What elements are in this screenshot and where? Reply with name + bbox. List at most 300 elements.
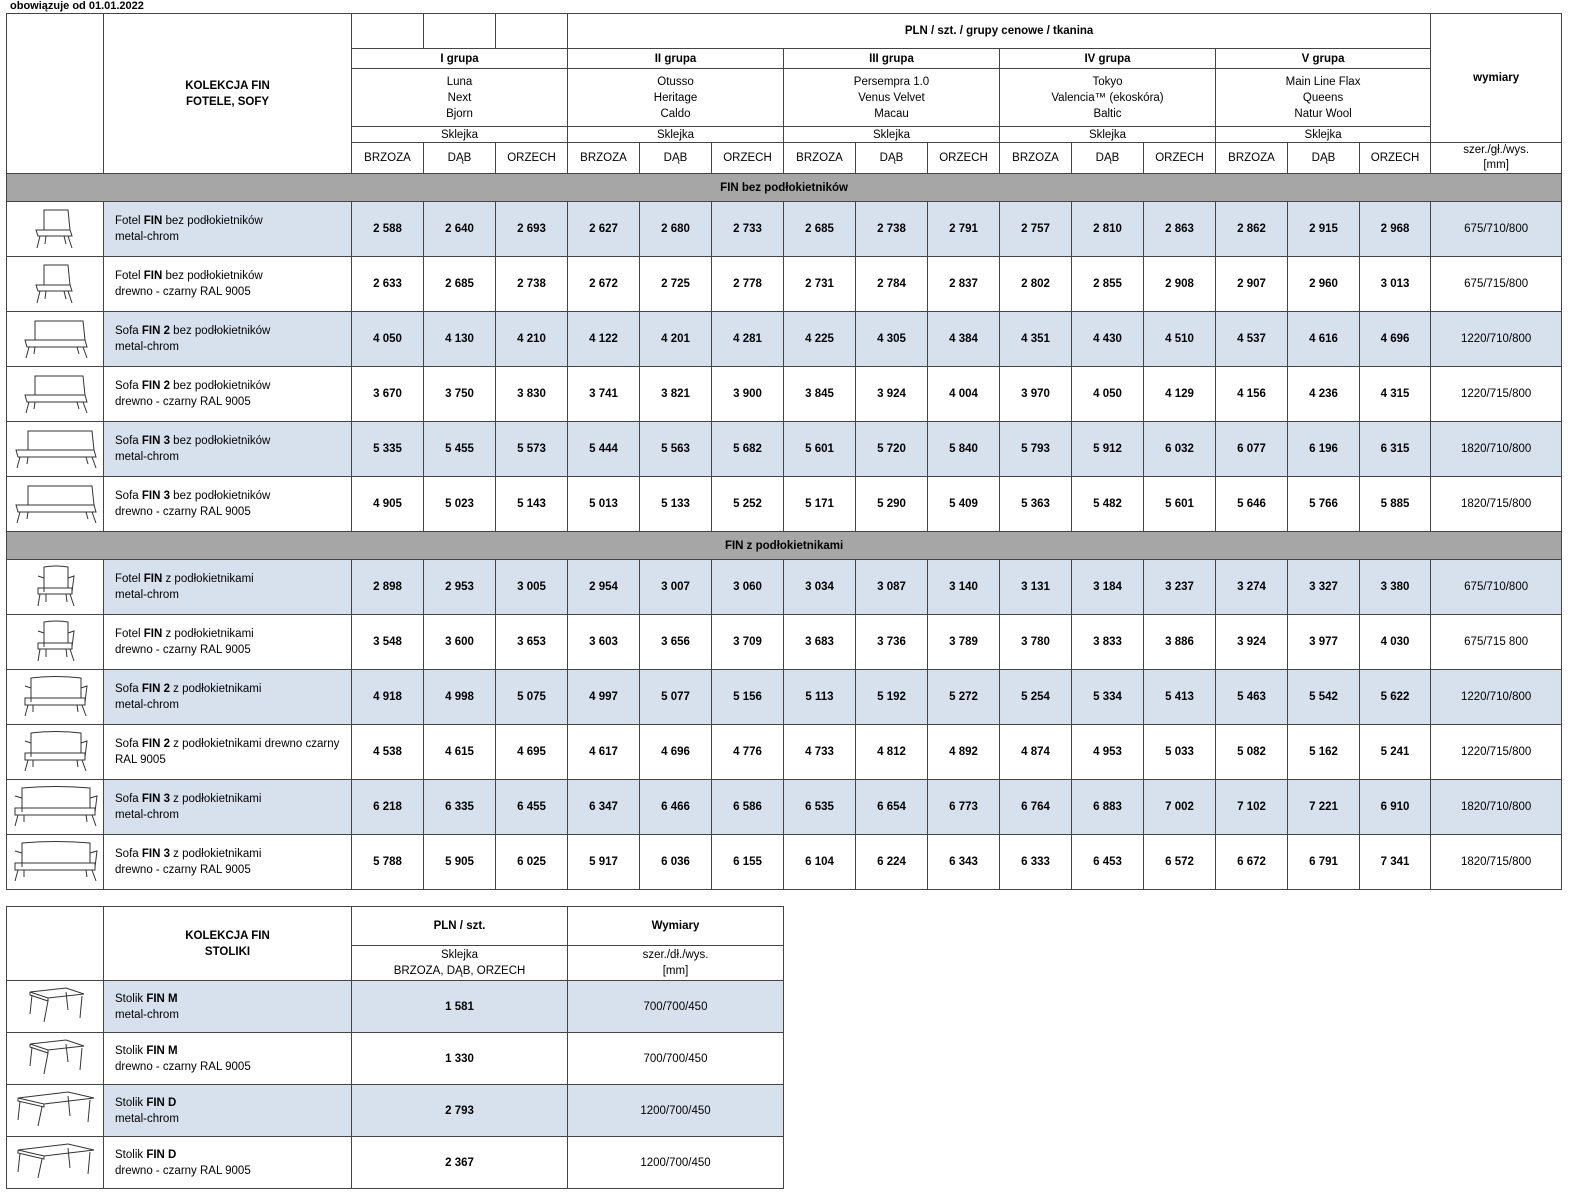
price-cell: 6 453 bbox=[1072, 835, 1144, 890]
price-cell: 2 640 bbox=[424, 202, 496, 257]
product-image bbox=[7, 835, 104, 890]
price-cell: 3 750 bbox=[424, 367, 496, 422]
price-cell: 2 907 bbox=[1216, 257, 1288, 312]
price-cell: 6 764 bbox=[1000, 780, 1072, 835]
price-cell: 6 025 bbox=[496, 835, 568, 890]
dims-unit: szer./dł./wys. [mm] bbox=[568, 946, 784, 981]
price-cell: 6 155 bbox=[712, 835, 784, 890]
price-cell: 2 731 bbox=[784, 257, 856, 312]
price-cell: 4 050 bbox=[1072, 367, 1144, 422]
price-cell: 5 334 bbox=[1072, 670, 1144, 725]
price-table-coffee-tables bbox=[6, 906, 784, 1189]
wood-label: BRZOZA bbox=[784, 143, 856, 174]
dimensions-cell: 1820/715/800 bbox=[1431, 835, 1562, 890]
dimensions-cell: 675/710/800 bbox=[1431, 202, 1562, 257]
sofa-3-icon bbox=[7, 481, 103, 528]
section-title: FIN z podłokietnikami bbox=[7, 532, 1562, 560]
image-header-cell bbox=[7, 14, 104, 174]
price-cell: 4 776 bbox=[712, 725, 784, 780]
product-row bbox=[7, 560, 1562, 615]
price-cell: 3 013 bbox=[1360, 257, 1431, 312]
price-cell: 3 780 bbox=[1000, 615, 1072, 670]
product-row bbox=[7, 981, 784, 1033]
price-cell: 4 905 bbox=[352, 477, 424, 532]
image-header-cell bbox=[7, 907, 104, 981]
price-cell: 6 218 bbox=[352, 780, 424, 835]
price-cell: 5 192 bbox=[856, 670, 928, 725]
price-cell: 6 224 bbox=[856, 835, 928, 890]
price-cell: 3 970 bbox=[1000, 367, 1072, 422]
price-cell: 5 363 bbox=[1000, 477, 1072, 532]
price-cell: 5 241 bbox=[1360, 725, 1431, 780]
price-cell: 4 315 bbox=[1360, 367, 1431, 422]
product-image bbox=[7, 312, 104, 367]
price-cell: 2 685 bbox=[424, 257, 496, 312]
product-row bbox=[7, 835, 1562, 890]
price-cell: 3 140 bbox=[928, 560, 1000, 615]
price-cell: 5 023 bbox=[424, 477, 496, 532]
price-cell: 3 060 bbox=[712, 560, 784, 615]
price-cell: 5 840 bbox=[928, 422, 1000, 477]
price-cell: 6 654 bbox=[856, 780, 928, 835]
product-image bbox=[7, 202, 104, 257]
fabric-name: Macau bbox=[874, 107, 909, 120]
price-cell: 6 883 bbox=[1072, 780, 1144, 835]
price-cell: 3 184 bbox=[1072, 560, 1144, 615]
price-cell: 6 672 bbox=[1216, 835, 1288, 890]
price-cell: 6 773 bbox=[928, 780, 1000, 835]
price-cell: 3 709 bbox=[712, 615, 784, 670]
price-cell: 6 104 bbox=[784, 835, 856, 890]
product-image bbox=[7, 257, 104, 312]
price-cell: 2 588 bbox=[352, 202, 424, 257]
price-cell: 3 670 bbox=[352, 367, 424, 422]
product-image bbox=[7, 615, 104, 670]
price-cell: 6 315 bbox=[1360, 422, 1431, 477]
fabric-name: Bjorn bbox=[446, 107, 473, 120]
price-cell: 3 845 bbox=[784, 367, 856, 422]
price-cell: 4 130 bbox=[424, 312, 496, 367]
price-cell: 5 646 bbox=[1216, 477, 1288, 532]
section-row bbox=[7, 532, 1562, 560]
product-description: Stolik FIN D metal-chrom bbox=[104, 1085, 352, 1137]
price-cell: 3 653 bbox=[496, 615, 568, 670]
product-row bbox=[7, 422, 1562, 477]
wood-label: ORZECH bbox=[928, 143, 1000, 174]
price-cell: 3 600 bbox=[424, 615, 496, 670]
product-row bbox=[7, 312, 1562, 367]
fabric-name: Next bbox=[447, 91, 472, 104]
price-cell: 2 738 bbox=[496, 257, 568, 312]
price-cell: 3 656 bbox=[640, 615, 712, 670]
dimensions-cell: 700/700/450 bbox=[568, 981, 784, 1033]
price-cell: 2 633 bbox=[352, 257, 424, 312]
price-cell: 3 380 bbox=[1360, 560, 1431, 615]
price-cell: 7 002 bbox=[1144, 780, 1216, 835]
wood-label: ORZECH bbox=[1360, 143, 1431, 174]
price-cell: 6 910 bbox=[1360, 780, 1431, 835]
product-image bbox=[7, 1137, 104, 1189]
product-description: Sofa FIN 3 bez podłokietników metal-chrom bbox=[104, 422, 352, 477]
price-cell: 3 005 bbox=[496, 560, 568, 615]
price-cell: 5 885 bbox=[1360, 477, 1431, 532]
product-row bbox=[7, 367, 1562, 422]
price-cell: 3 833 bbox=[1072, 615, 1144, 670]
price-cell: 4 225 bbox=[784, 312, 856, 367]
price-cell: 2 862 bbox=[1216, 202, 1288, 257]
product-row bbox=[7, 670, 1562, 725]
price-cell: 4 201 bbox=[640, 312, 712, 367]
price-cell: 4 998 bbox=[424, 670, 496, 725]
price-cell: 5 254 bbox=[1000, 670, 1072, 725]
price-cell: 4 538 bbox=[352, 725, 424, 780]
price-cell: 2 898 bbox=[352, 560, 424, 615]
product-description: Sofa FIN 3 z podłokietnikami drewno - czarny RAL 9005 bbox=[104, 835, 352, 890]
fabric-name: Luna bbox=[446, 75, 473, 88]
price-cell: 3 131 bbox=[1000, 560, 1072, 615]
price-cell: 5 252 bbox=[712, 477, 784, 532]
product-image bbox=[7, 670, 104, 725]
price-cell: 5 563 bbox=[640, 422, 712, 477]
price-cell: 5 917 bbox=[568, 835, 640, 890]
coffee-table-icon bbox=[7, 984, 103, 1029]
wood-label: DĄB bbox=[640, 143, 712, 174]
dimensions-cell: 1220/710/800 bbox=[1431, 670, 1562, 725]
product-description: Fotel FIN bez podłokietników metal-chrom bbox=[104, 202, 352, 257]
price-cell: 2 908 bbox=[1144, 257, 1216, 312]
price-cell: 4 953 bbox=[1072, 725, 1144, 780]
group-name: V grupa bbox=[1216, 49, 1431, 69]
price-cell: 4 236 bbox=[1288, 367, 1360, 422]
price-cell: 5 601 bbox=[1144, 477, 1216, 532]
fabric-name: Venus Velvet bbox=[858, 91, 925, 104]
product-image bbox=[7, 725, 104, 780]
price-cell: 4 616 bbox=[1288, 312, 1360, 367]
price-cell: 4 030 bbox=[1360, 615, 1431, 670]
price-cell: 1 581 bbox=[352, 981, 568, 1033]
armchair-icon bbox=[7, 206, 103, 253]
product-row bbox=[7, 615, 1562, 670]
price-cell: 4 733 bbox=[784, 725, 856, 780]
price-cell: 4 874 bbox=[1000, 725, 1072, 780]
product-description: Sofa FIN 3 bez podłokietników drewno - czarny RAL 9005 bbox=[104, 477, 352, 532]
price-cell: 2 725 bbox=[640, 257, 712, 312]
price-cell: 2 733 bbox=[712, 202, 784, 257]
product-image bbox=[7, 1033, 104, 1085]
price-cell: 6 572 bbox=[1144, 835, 1216, 890]
price-cell: 2 793 bbox=[352, 1085, 568, 1137]
section-row bbox=[7, 174, 1562, 202]
wood-label: BRZOZA bbox=[568, 143, 640, 174]
dimensions-cell: 1220/715/800 bbox=[1431, 367, 1562, 422]
dimensions-cell: 1220/715/800 bbox=[1431, 725, 1562, 780]
product-row bbox=[7, 780, 1562, 835]
price-cell: 2 672 bbox=[568, 257, 640, 312]
dimensions-cell: 1820/710/800 bbox=[1431, 422, 1562, 477]
price-cell: 5 082 bbox=[1216, 725, 1288, 780]
price-cell: 2 791 bbox=[928, 202, 1000, 257]
plywood-label: Sklejka bbox=[352, 127, 568, 143]
price-cell: 5 912 bbox=[1072, 422, 1144, 477]
price-cell: 4 430 bbox=[1072, 312, 1144, 367]
dimensions-cell: 1820/710/800 bbox=[1431, 780, 1562, 835]
sofa-3-arms-icon bbox=[7, 784, 103, 831]
price-cell: 2 855 bbox=[1072, 257, 1144, 312]
product-row bbox=[7, 477, 1562, 532]
price-cell: 6 455 bbox=[496, 780, 568, 835]
armchair-icon bbox=[7, 261, 103, 308]
price-cell: 6 335 bbox=[424, 780, 496, 835]
price-cell: 5 622 bbox=[1360, 670, 1431, 725]
wood-label: BRZOZA bbox=[352, 143, 424, 174]
product-row bbox=[7, 725, 1562, 780]
price-cell: 3 274 bbox=[1216, 560, 1288, 615]
price-cell: 5 272 bbox=[928, 670, 1000, 725]
product-image bbox=[7, 780, 104, 835]
group-fabrics bbox=[784, 69, 1000, 127]
price-cell: 6 343 bbox=[928, 835, 1000, 890]
dimensions-cell: 700/700/450 bbox=[568, 1033, 784, 1085]
price-cell: 4 156 bbox=[1216, 367, 1288, 422]
price-cell: 5 793 bbox=[1000, 422, 1072, 477]
price-cell: 5 788 bbox=[352, 835, 424, 890]
dims-header: Wymiary bbox=[568, 907, 784, 946]
price-cell: 2 693 bbox=[496, 202, 568, 257]
price-cell: 2 968 bbox=[1360, 202, 1431, 257]
wood-label: DĄB bbox=[1072, 143, 1144, 174]
price-cell: 4 281 bbox=[712, 312, 784, 367]
price-cell: 4 384 bbox=[928, 312, 1000, 367]
product-description: Sofa FIN 2 z podłokietnikami drewno czarny RAL 9005 bbox=[104, 725, 352, 780]
product-description: Sofa FIN 3 z podłokietnikami metal-chrom bbox=[104, 780, 352, 835]
price-cell: 6 791 bbox=[1288, 835, 1360, 890]
price-cell: 5 720 bbox=[856, 422, 928, 477]
price-cell: 5 133 bbox=[640, 477, 712, 532]
sofa-2-icon bbox=[7, 316, 103, 363]
group-name: II grupa bbox=[568, 49, 784, 69]
sofa-2-arms-icon bbox=[7, 674, 103, 721]
price-cell: 3 237 bbox=[1144, 560, 1216, 615]
price-cell: 7 221 bbox=[1288, 780, 1360, 835]
long-table-icon bbox=[7, 1088, 103, 1133]
plywood-label: Sklejka bbox=[568, 127, 784, 143]
product-description: Stolik FIN D drewno - czarny RAL 9005 bbox=[104, 1137, 352, 1189]
product-row bbox=[7, 257, 1562, 312]
product-description: Fotel FIN z podłokietnikami drewno - czarny RAL 9005 bbox=[104, 615, 352, 670]
price-cell: 2 627 bbox=[568, 202, 640, 257]
price-cell: 4 129 bbox=[1144, 367, 1216, 422]
coffee-table-icon bbox=[7, 1036, 103, 1081]
price-cell: 4 695 bbox=[496, 725, 568, 780]
fabric-name: Natur Wool bbox=[1294, 107, 1352, 120]
price-cell: 3 327 bbox=[1288, 560, 1360, 615]
price-cell: 5 171 bbox=[784, 477, 856, 532]
dimensions-cell: 1220/710/800 bbox=[1431, 312, 1562, 367]
price-cell: 3 977 bbox=[1288, 615, 1360, 670]
price-cell: 5 033 bbox=[1144, 725, 1216, 780]
price-cell: 2 778 bbox=[712, 257, 784, 312]
fabric-name: Caldo bbox=[660, 107, 691, 120]
price-cell: 5 444 bbox=[568, 422, 640, 477]
price-cell: 2 784 bbox=[856, 257, 928, 312]
price-cell: 4 696 bbox=[1360, 312, 1431, 367]
price-cell: 3 007 bbox=[640, 560, 712, 615]
group-name: III grupa bbox=[784, 49, 1000, 69]
product-image bbox=[7, 367, 104, 422]
price-cell: 6 333 bbox=[1000, 835, 1072, 890]
fabric-name: Main Line Flax bbox=[1285, 75, 1361, 88]
price-cell: 4 510 bbox=[1144, 312, 1216, 367]
price-cell: 6 347 bbox=[568, 780, 640, 835]
dims-header: wymiary bbox=[1431, 14, 1562, 143]
price-cell: 2 810 bbox=[1072, 202, 1144, 257]
group-fabrics bbox=[568, 69, 784, 127]
price-groups-header: PLN / szt. / grupy cenowe / tkanina bbox=[568, 14, 1431, 49]
long-table-icon bbox=[7, 1140, 103, 1185]
fabric-name: Otusso bbox=[657, 75, 694, 88]
dimensions-cell: 1200/700/450 bbox=[568, 1137, 784, 1189]
wood-label: ORZECH bbox=[1144, 143, 1216, 174]
price-cell: 5 075 bbox=[496, 670, 568, 725]
price-cell: 4 812 bbox=[856, 725, 928, 780]
price-cell: 3 741 bbox=[568, 367, 640, 422]
wood-label: BRZOZA bbox=[1216, 143, 1288, 174]
price-cell: 5 766 bbox=[1288, 477, 1360, 532]
group-name: IV grupa bbox=[1000, 49, 1216, 69]
price-cell: 5 162 bbox=[1288, 725, 1360, 780]
price-cell: 5 682 bbox=[712, 422, 784, 477]
group-fabrics bbox=[1000, 69, 1216, 127]
price-cell: 6 036 bbox=[640, 835, 712, 890]
price-cell: 5 601 bbox=[784, 422, 856, 477]
price-cell: 5 335 bbox=[352, 422, 424, 477]
dimensions-cell: 1200/700/450 bbox=[568, 1085, 784, 1137]
plywood-label: Sklejka bbox=[1216, 127, 1431, 143]
price-cell: 3 789 bbox=[928, 615, 1000, 670]
product-image bbox=[7, 981, 104, 1033]
price-cell: 2 802 bbox=[1000, 257, 1072, 312]
wood-label: ORZECH bbox=[712, 143, 784, 174]
price-cell: 5 013 bbox=[568, 477, 640, 532]
price-cell: 2 954 bbox=[568, 560, 640, 615]
price-cell: 4 615 bbox=[424, 725, 496, 780]
price-cell: 2 863 bbox=[1144, 202, 1216, 257]
price-cell: 2 367 bbox=[352, 1137, 568, 1189]
price-cell: 2 757 bbox=[1000, 202, 1072, 257]
group-name: I grupa bbox=[352, 49, 568, 69]
price-cell: 6 586 bbox=[712, 780, 784, 835]
fabric-name: Queens bbox=[1302, 91, 1344, 104]
price-cell: 7 102 bbox=[1216, 780, 1288, 835]
price-cell: 5 905 bbox=[424, 835, 496, 890]
price-cell: 3 034 bbox=[784, 560, 856, 615]
sofa-2-arms-icon bbox=[7, 729, 103, 776]
dimensions-cell: 675/715 800 bbox=[1431, 615, 1562, 670]
product-description: Sofa FIN 2 bez podłokietników metal-chrom bbox=[104, 312, 352, 367]
product-row bbox=[7, 1137, 784, 1189]
fabric-name: Baltic bbox=[1093, 107, 1122, 120]
product-image bbox=[7, 422, 104, 477]
price-cell: 5 156 bbox=[712, 670, 784, 725]
price-cell: 3 924 bbox=[856, 367, 928, 422]
price-cell: 2 837 bbox=[928, 257, 1000, 312]
price-cell: 3 736 bbox=[856, 615, 928, 670]
price-header: PLN / szt. bbox=[352, 907, 568, 946]
wood-label: DĄB bbox=[1288, 143, 1360, 174]
price-cell: 4 997 bbox=[568, 670, 640, 725]
price-cell: 6 466 bbox=[640, 780, 712, 835]
price-cell: 2 960 bbox=[1288, 257, 1360, 312]
price-cell: 5 077 bbox=[640, 670, 712, 725]
dims-unit: szer./gł./wys. [mm] bbox=[1431, 143, 1562, 174]
price-cell: 4 351 bbox=[1000, 312, 1072, 367]
wood-label: BRZOZA bbox=[1000, 143, 1072, 174]
dimensions-cell: 675/710/800 bbox=[1431, 560, 1562, 615]
dimensions-cell: 1820/715/800 bbox=[1431, 477, 1562, 532]
product-description: Stolik FIN M metal-chrom bbox=[104, 981, 352, 1033]
fabric-name: Tokyo bbox=[1092, 75, 1123, 88]
price-cell: 5 542 bbox=[1288, 670, 1360, 725]
price-cell: 1 330 bbox=[352, 1033, 568, 1085]
product-description: Fotel FIN bez podłokietników drewno - czarny RAL 9005 bbox=[104, 257, 352, 312]
price-cell: 3 087 bbox=[856, 560, 928, 615]
wood-label: DĄB bbox=[424, 143, 496, 174]
fabric-name: Persempra 1.0 bbox=[853, 75, 930, 88]
price-cell: 4 004 bbox=[928, 367, 1000, 422]
price-cell: 3 603 bbox=[568, 615, 640, 670]
price-cell: 5 482 bbox=[1072, 477, 1144, 532]
fabric-name: Heritage bbox=[653, 91, 698, 104]
price-cell: 5 143 bbox=[496, 477, 568, 532]
sofa-2-icon bbox=[7, 371, 103, 418]
section-title: FIN bez podłokietników bbox=[7, 174, 1562, 202]
price-cell: 2 915 bbox=[1288, 202, 1360, 257]
valid-from-note: obowiązuje od 01.01.2022 bbox=[10, 0, 144, 12]
price-cell: 3 830 bbox=[496, 367, 568, 422]
price-cell: 3 886 bbox=[1144, 615, 1216, 670]
product-row bbox=[7, 1033, 784, 1085]
product-image bbox=[7, 477, 104, 532]
plywood-label: Sklejka bbox=[784, 127, 1000, 143]
price-cell: 7 341 bbox=[1360, 835, 1431, 890]
product-description: Sofa FIN 2 bez podłokietników drewno - czarny RAL 9005 bbox=[104, 367, 352, 422]
price-cell: 4 617 bbox=[568, 725, 640, 780]
price-cell: 4 537 bbox=[1216, 312, 1288, 367]
price-cell: 5 409 bbox=[928, 477, 1000, 532]
product-image bbox=[7, 1085, 104, 1137]
price-cell: 5 455 bbox=[424, 422, 496, 477]
price-cell: 3 924 bbox=[1216, 615, 1288, 670]
price-cell: 6 032 bbox=[1144, 422, 1216, 477]
price-cell: 6 077 bbox=[1216, 422, 1288, 477]
price-cell: 4 918 bbox=[352, 670, 424, 725]
wood-label: DĄB bbox=[856, 143, 928, 174]
price-cell: 2 953 bbox=[424, 560, 496, 615]
price-cell: 6 196 bbox=[1288, 422, 1360, 477]
collection-header: KOLEKCJA FIN FOTELE, SOFY bbox=[104, 14, 352, 174]
wood-label: ORZECH bbox=[496, 143, 568, 174]
price-cell: 2 685 bbox=[784, 202, 856, 257]
price-cell: 3 548 bbox=[352, 615, 424, 670]
price-table-sofas bbox=[6, 13, 1562, 890]
price-cell: 4 305 bbox=[856, 312, 928, 367]
armchair-arms-icon bbox=[7, 564, 103, 611]
group-fabrics bbox=[1216, 69, 1431, 127]
price-cell: 5 463 bbox=[1216, 670, 1288, 725]
price-cell: 4 210 bbox=[496, 312, 568, 367]
price-cell: 5 413 bbox=[1144, 670, 1216, 725]
price-cell: 3 821 bbox=[640, 367, 712, 422]
